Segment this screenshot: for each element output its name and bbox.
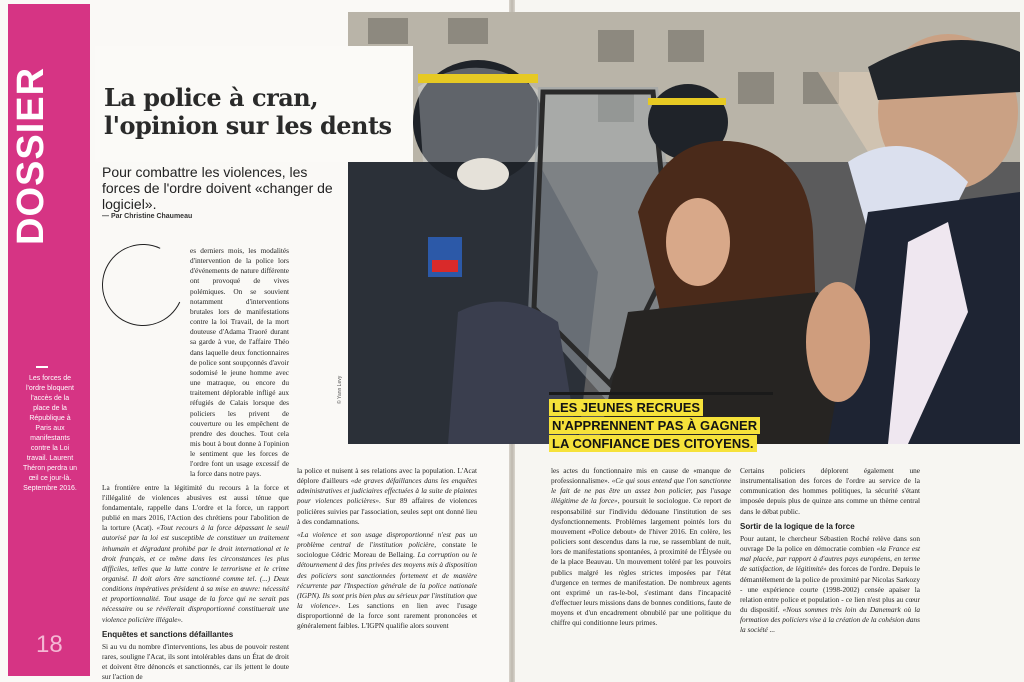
quote: «Tout recours à la force dépassant le seuil autorisé par la loi est susceptible de constituer un traitement inhumain et dégradant prohibé par le droit international et le droit français, et ce même dans les circonstances les plus difficiles, telles que la lutte contre le terrorisme et le crime organisé. Il doit alors être sanctionné comme tel. (...) Deux conditions impératives président à sa mise en œuvre: nécessité et proportionnalité. Tout usage de la force qui ne serait pas nécessaire ou se révélerait disproportionné constituerait une violence policière illégale». [102, 523, 289, 624]
paragraph [551, 466, 731, 629]
article-byline: — Par Christine Chaumeau [102, 213, 193, 220]
column-3 [551, 466, 731, 632]
paragraph-text: la police et nuisent à ses relations avec la population. L'Acat déplore d'ailleurs [297, 466, 477, 486]
quote: «de graves défaillances dans les enquêtes administratives et judiciaires effectuées à la suite de plaintes pour violences policières». [297, 476, 477, 506]
paragraph-text: Les sanctions en lien avec l'usage disproportionné de la force sont rarement prononcées et généralement faibles. L'IGPN qualifie alors souvent [297, 601, 478, 631]
paragraph-text: les actes du fonctionnaire mis en cause de «manque de professionnalisme». [551, 466, 731, 486]
quote: «Nous sommes très loin du Danemark où la formation des policiers vise à la création de la cohésion dans la société ... [740, 605, 921, 635]
photo-caption: Les forces de l'ordre bloquent l'accès de la place de la République à Paris aux manifestants contre la Loi travail. Laurent Théron perdra un œil ce jour-là. Septembre 2016. [22, 375, 78, 492]
photo-credit: © Yann Levy [337, 375, 343, 404]
column-2 [297, 466, 477, 635]
title-line-2: l'opinion sur les dents [104, 111, 392, 140]
section-heading: Enquêtes et sanctions défaillantes [102, 629, 234, 639]
paragraph [102, 246, 289, 480]
pull-quote-line: LA CONFIANCE DES CITOYENS. [549, 435, 757, 452]
pull-quote [549, 392, 773, 453]
pull-quote-line: N'APPRENNENT PAS À GAGNER [549, 417, 760, 434]
quote: «Ce qui sous entend que l'on sanctionne le fait de ne pas être un assez bon policier, pas l'usage illégitime de la force», [551, 476, 732, 506]
title-line-1: La police à cran, [104, 83, 319, 112]
quote: «La violence et son usage disproportionné n'est pas un problème central de l'institution policière, [297, 529, 477, 550]
protest-photo-illustration [348, 12, 1020, 444]
paragraph-text: des forces de l'ordre. Depuis le démantèlement de la police de proximité par Nicolas Sarkozy - une expérience courte (1998-2002) censée apaiser la relation entre police et population - ce lien n'est plus au cœur du dispositif. [740, 564, 921, 615]
paragraph-text: es derniers mois, les modalités d'intervention de la police lors d'événements de nature différente ont provoqué de vives polémiques. On se souvient notamment d'interventions brutales lors de manifestations contre la loi Travail, de la mort douteuse d'Adama Traoré durant sa garde à vue, de l'affaire Théo dans laquelle deux fonctionnaires de police sont soupçonnés d'avoir sodomisé le jeune homme avec une matraque, ou encore du traitement déplorable infligé aux réfugiés de Calais lorsque des policiers les privent de couverture ou les empêchent de prendre des douches. Tout cela mis bout à bout donne à l'opinion le sentiment que les forces de l'ordre font un usage excessif de la force dans notre pays. [190, 246, 289, 479]
paragraph-text: poursuit le sociologue. Ce report de responsabilité sur l'individu dédouane l'institution de ses dysfonctionnements. Problèmes largement pointés lors du mouvement «Police debout» de l'hiver 2016. En colère, les policiers sont descendus dans la rue, se rassemblant de nuit, lors de manifestations spontanées, à proximité de l'Élysée ou de la place Beauvau. Un mouvement toléré par les pouvoirs publics malgré les règles strictes imposées par l'état d'urgence en termes de manifestation. De nombreux agents ont exprimé un ras-le-bol, s'estimant dans l'incapacité d'effectuer leurs missions dans de bonnes conditions, faute de moyens et d'un encadrement obnubilé par une politique du chiffre qui conditionne leurs primes. [551, 496, 731, 628]
page-number: 18 [36, 631, 63, 658]
paragraph [740, 534, 920, 636]
article-subtitle: Pour combattre les violences, les forces de l'ordre doivent «changer de logiciel». [102, 164, 333, 212]
section-heading: Sortir de la logique de la force [740, 521, 855, 531]
column-1 [102, 246, 289, 682]
paragraph-text: La frontière entre la légitimité du recours à la force et l'illégalité de violences abusives est aussi ténue que fondamentale, rappelle dans L'ordre et la force, un rapport publié en mars 2016, l'Action des chrétiens pour l'abolition de la torture (Acat). [102, 482, 289, 533]
paragraph: Certains policiers déplorent également une instrumentalisation des forces de l'ordre au service de la communication des hommes politiques, la sécurité s'étant imposée depuis plus de quinze ans comme un thème central dans le débat public. [740, 466, 920, 516]
paragraph [297, 466, 477, 527]
article-title [104, 84, 404, 140]
paragraph-text: Sur 89 affaires de violences policières suivies par l'association, seules sept ont donné lieu à des condamnations. [297, 496, 477, 526]
quote: La corruption ou le détournement à des fins privées des moyens mis à disposition des policiers sont sanctionnées fortement et de manière récurrente par l'Inspection générale de la police nationale (IGPN). Ils sont pris bien plus au sérieux par l'institution que la violence». [297, 550, 477, 611]
paragraph-text: constate le sociologue Cédric Moreau de Bellaing. [297, 540, 477, 560]
paragraph-text: Pour autant, le chercheur Sébastien Roché relève dans son ouvrage De la police en démocratie combien [740, 533, 920, 554]
section-label: DOSSIER [10, 66, 52, 245]
caption-dash [36, 366, 48, 368]
pull-quote-rule [549, 392, 773, 395]
column-4 [740, 466, 920, 639]
paragraph [297, 530, 477, 632]
pull-quote-line: LES JEUNES RECRUES [549, 399, 703, 416]
paragraph [102, 483, 289, 625]
protest-photo [348, 12, 1020, 444]
quote: «la France est mal placée, par rapport à d'autres pays européens, en terme de satisfaction, de légitimité» [740, 544, 921, 574]
paragraph: Si au vu du nombre d'interventions, les abus de pouvoir restent rares, souligne l'Acat, ils sont intolérables dans un État de droit et doivent être dénoncés et sanctionnés, car ils jettent le doute sur l'action de [102, 641, 289, 682]
